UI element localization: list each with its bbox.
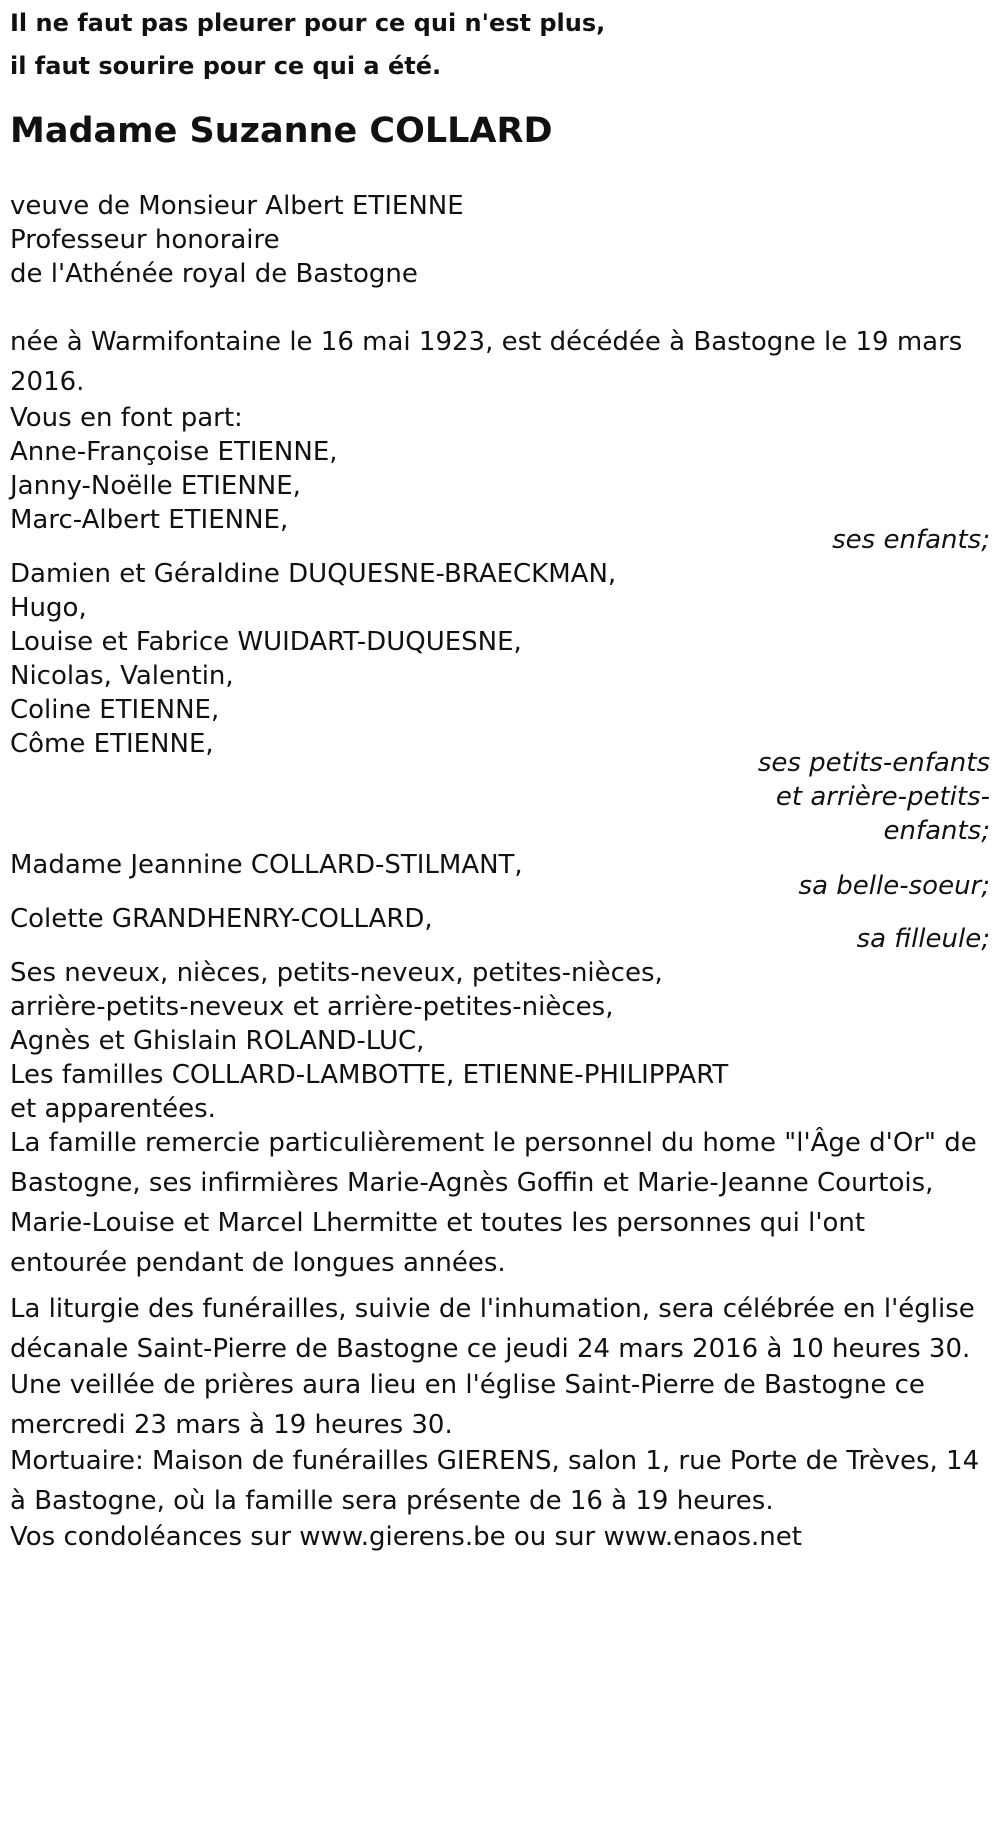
relationship-label: ses petits-enfants <box>757 748 990 778</box>
deceased-name: Madame Suzanne COLLARD <box>10 111 553 151</box>
relationship-label: ses enfants; <box>832 525 990 555</box>
announce-intro: Vous en font part: <box>10 403 243 433</box>
condolences-text: Vos condoléances sur www.gierens.be ou sur www.enaos.net <box>10 1522 802 1552</box>
family-member: Madame Jeannine COLLARD-STILMANT, <box>10 850 523 880</box>
family-member: Nicolas, Valentin, <box>10 661 234 691</box>
relatives-line: Les familles COLLARD-LAMBOTTE, ETIENNE-PHILIPPART <box>10 1060 729 1090</box>
bio-line: de l'Athénée royal de Bastogne <box>10 259 418 289</box>
quote-line: Il ne faut pas pleurer pour ce qui n'est plus, <box>10 9 606 37</box>
thanks-text: La famille remercie particulièrement le personnel du home "l'Âge d'Or" de Bastogne, ses infirmières Marie-Agnès Goffin et Marie-Jeanne Courtois, Marie-Louise et Marcel Lhermitte et toutes les personnes qui l'ont entourée pendant de longues années. <box>10 1128 977 1278</box>
relationship-label: sa filleule; <box>856 924 990 954</box>
bio-line: veuve de Monsieur Albert ETIENNE <box>10 191 464 221</box>
relationship-label: et arrière-petits- <box>775 782 990 812</box>
relatives-line: arrière-petits-neveux et arrière-petites-nièces, <box>10 992 614 1022</box>
family-member: Colette GRANDHENRY-COLLARD, <box>10 904 433 934</box>
bio-line: Professeur honoraire <box>10 225 280 255</box>
family-member: Coline ETIENNE, <box>10 695 220 725</box>
family-member: Janny-Noëlle ETIENNE, <box>10 471 301 501</box>
relationship-label: sa belle-soeur; <box>798 871 990 901</box>
relatives-line: et apparentées. <box>10 1094 216 1124</box>
relationship-label: enfants; <box>883 816 990 846</box>
family-member: Hugo, <box>10 593 87 623</box>
family-member: Marc-Albert ETIENNE, <box>10 505 289 535</box>
birth-death-text: née à Warmifontaine le 16 mai 1923, est décédée à Bastogne le 19 mars 2016. <box>10 327 963 397</box>
mortuary-text: Mortuaire: Maison de funérailles GIERENS, salon 1, rue Porte de Trèves, 14 à Bastogne, où la famille sera présente de 16 à 19 heures. <box>10 1446 980 1516</box>
family-member: Louise et Fabrice WUIDART-DUQUESNE, <box>10 627 522 657</box>
quote-line: il faut sourire pour ce qui a été. <box>10 52 442 80</box>
family-member: Côme ETIENNE, <box>10 729 214 759</box>
funeral-text: La liturgie des funérailles, suivie de l'inhumation, sera célébrée en l'église décanale Saint-Pierre de Bastogne ce jeudi 24 mars 2016 à 10 heures 30. <box>10 1294 975 1364</box>
relatives-line: Ses neveux, nièces, petits-neveux, petites-nièces, <box>10 958 663 988</box>
family-member: Damien et Géraldine DUQUESNE-BRAECKMAN, <box>10 559 617 589</box>
vigil-text: Une veillée de prières aura lieu en l'église Saint-Pierre de Bastogne ce mercredi 23 mars à 19 heures 30. <box>10 1370 925 1440</box>
relatives-line: Agnès et Ghislain ROLAND-LUC, <box>10 1026 425 1056</box>
family-member: Anne-Françoise ETIENNE, <box>10 437 338 467</box>
